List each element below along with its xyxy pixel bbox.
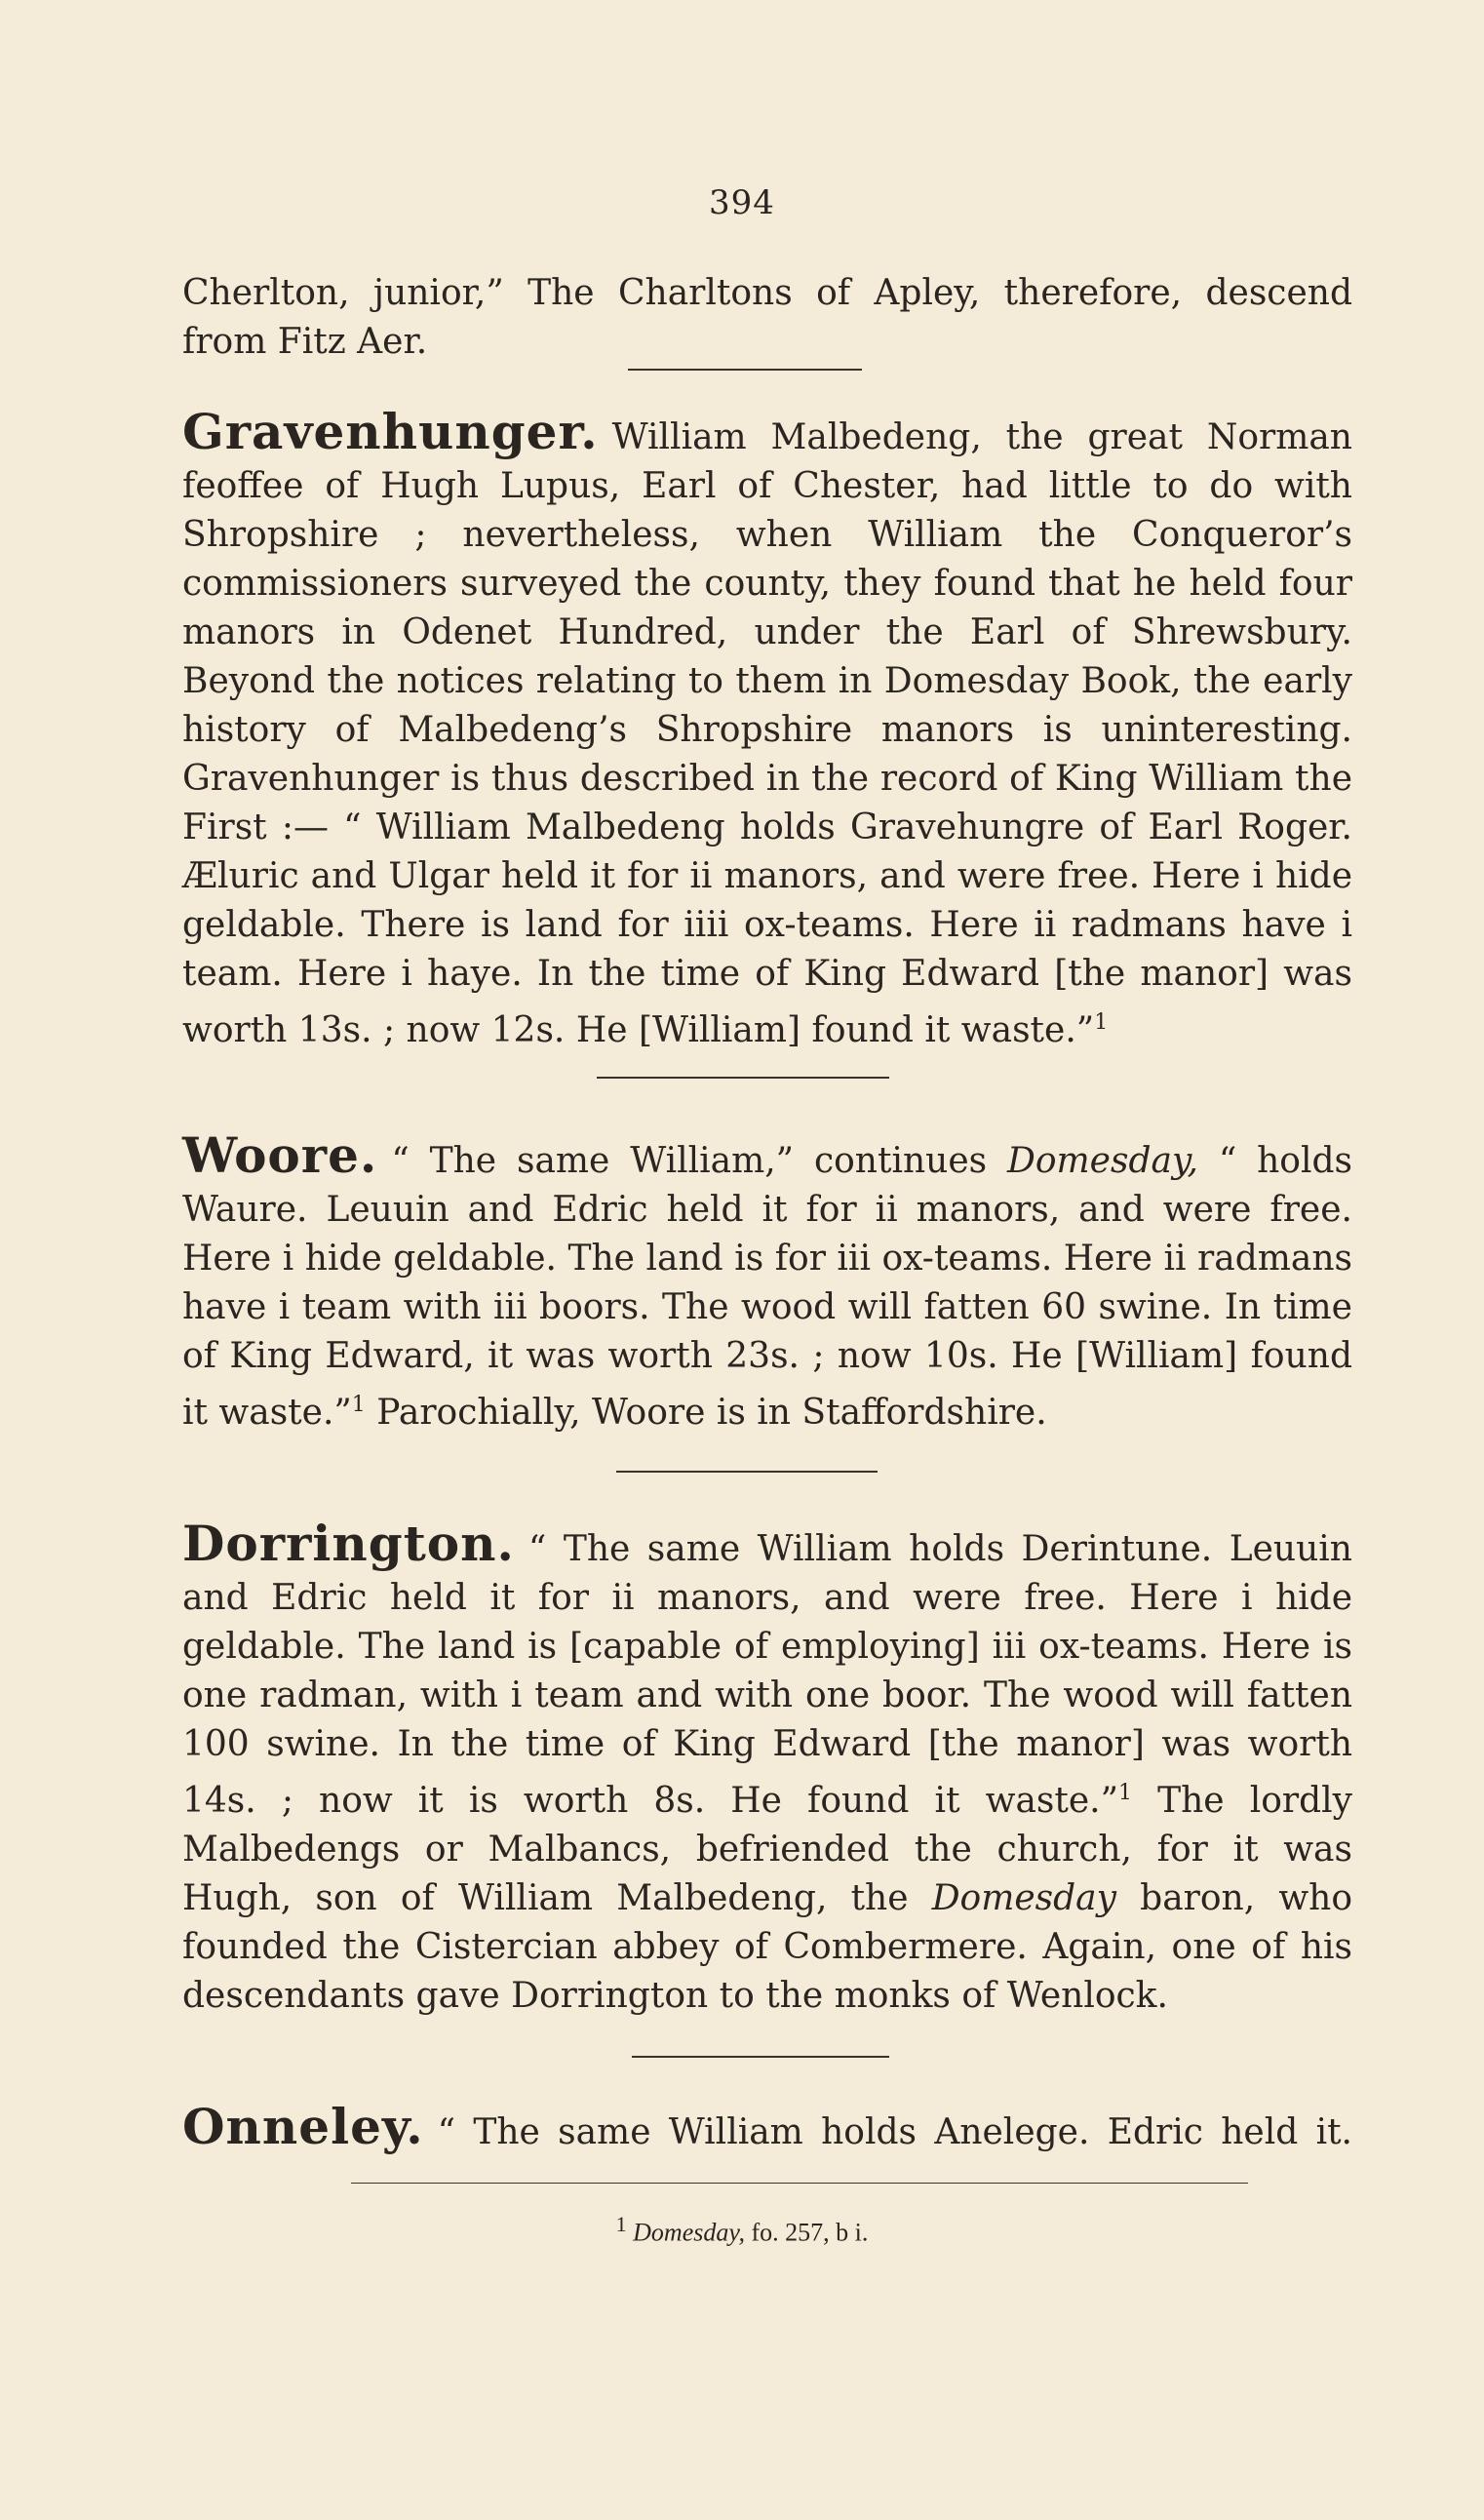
section-divider (632, 2056, 889, 2058)
section-heading: Gravenhunger. (182, 403, 599, 460)
section-text: Parochially, Woore is in Staffordshire. (376, 1393, 1047, 1433)
footnote-ref: fo. 257, b i. (751, 2218, 869, 2247)
section-woore (182, 1126, 1352, 1437)
section-divider (616, 1471, 878, 1473)
footnote-mark: 1 (1118, 1781, 1133, 1805)
section-onneley (182, 2098, 1352, 2157)
intro-text: Cherlton, junior,” The Charltons of Apley, therefore, descend from Fitz Aer. (182, 273, 1352, 362)
section-text: “ The same William holds Anelege. Edric held it. (437, 2112, 1352, 2152)
page-number: 394 (709, 183, 775, 222)
section-gravenhunger (182, 403, 1352, 1055)
section-text: “ The same William holds Derintune. Leuuin and Edric held it for ii manors, and were free. Here i hide geldable. The land is [capable of employing] iii ox-teams. Here is one radman, with i team and with one boor. The wood will fatten 100 swine. In the time of King Edward [the manor] was worth 14s. ; now it is worth 8s. He found it waste.” (182, 1529, 1352, 1821)
section-text: baron, who founded the Cistercian abbey of Combermere. Again, one of his descendants gave Dorrington to the monks of Wenlock. (182, 1878, 1352, 2016)
footnote-mark: 1 (1094, 1010, 1109, 1035)
footnote-rule (351, 2183, 1248, 2184)
italic-text: Domesday, (1006, 1141, 1198, 1181)
footnote (0, 2212, 1484, 2248)
intro-paragraph (182, 269, 1352, 367)
section-heading: Onneley. (182, 2098, 424, 2155)
section-text: The lordly Malbedengs or Malbancs, befriended the church, for it was Hugh, son of William Malbedeng, the (182, 1781, 1352, 1918)
section-heading: Dorrington. (182, 1515, 515, 1572)
footnote-mark: 1 (351, 1393, 366, 1417)
section-text: William Malbedeng, the great Norman feoffee of Hugh Lupus, Earl of Chester, had little to do with Shropshire ; nevertheless, when William the Conqueror’s commissioners surveyed the county, they found that he held four manors in Odenet Hundred, under the Earl of Shrewsbury. Beyond the notices relating to them in Domesday Book, the early history of Malbedeng’s Shropshire manors is uninteresting. Gravenhunger is thus described in the record of King William the First :— “ William Malbedeng holds Gravehungre of Earl Roger. Æluric and Ulgar held it for ii manors, and were free. Here i hide geldable. There is land for iiii ox-teams. Here ii radmans have i team. Here i haye. In the time of King Edward [the manor] was worth 13s. ; now 12s. He [William] found it waste.” (182, 417, 1352, 1050)
footnote-mark: 1 (615, 2212, 627, 2236)
section-text: “ The same William,” continues (391, 1141, 988, 1181)
footnote-source: Domesday, (633, 2218, 745, 2247)
section-text: “ holds Waure. Leuuin and Edric held it for ii manors, and were free. Here i hide geldable. The land is for iii ox-teams. Here ii radmans have i team with iii boors. The wood will fatten 60 swine. In time of King Edward, it was worth 23s. ; now 10s. He [William] found it waste.” (182, 1141, 1352, 1433)
section-heading: Woore. (182, 1126, 378, 1184)
italic-text: Domesday (931, 1878, 1116, 1918)
section-divider (597, 1077, 889, 1079)
section-divider (628, 369, 862, 371)
section-dorrington (182, 1515, 1352, 2021)
